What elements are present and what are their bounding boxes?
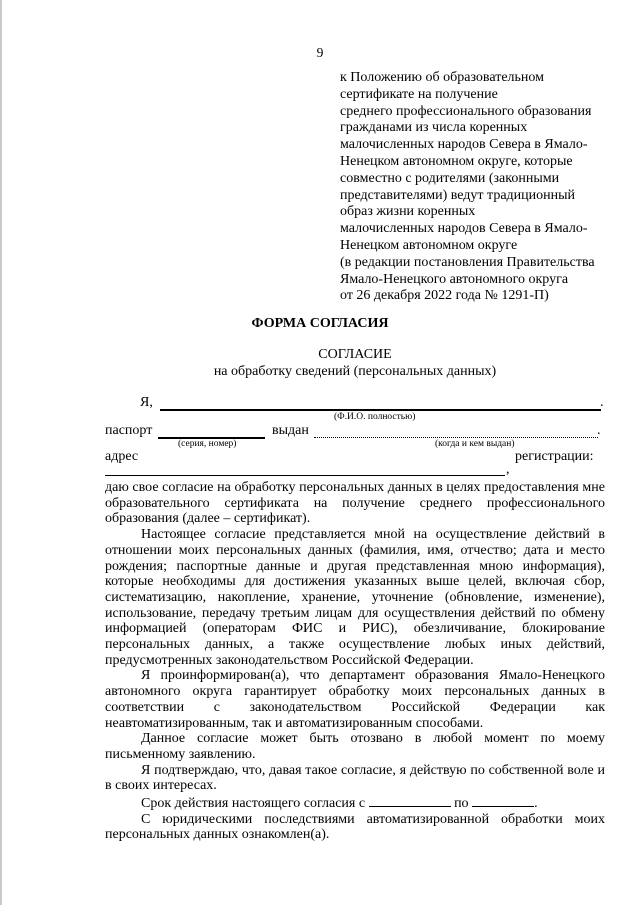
appendix-line: сертификате на получение [340,86,498,102]
paragraph-term: Срок действия настоящего согласия с по . [141,796,538,812]
fio-field[interactable] [160,409,601,411]
appendix-line: к Положению об образовательном [340,70,544,85]
appendix-line: гражданами из числа коренных [340,120,528,136]
i-label: Я, [140,395,153,410]
appendix-line: Ненецком автономном округе [340,237,518,253]
paragraph-actions: Настоящее согласие представляется мной на осуществление действий в отношении моих персональных данных (фамилия, имя, отчество; дата и место рождения; паспортные данные и другая представленная мною информация), которые необходимы для достижения указанных выше целей, включая сбор, систематизацию, накопление, хранение, уточнение (обновление, изменение), использование, передачу третьим лицам для осуществления действий по обмену информацией (операторам ФИС и РИС), обезличивание, блокирование персональных данных, а также осуществление любых иных действий, предусмотренных законодательством Российской Федерации. [105,527,605,668]
appendix-line: малочисленных народов Севера в Ямало- [340,221,588,237]
series-caption: (серия, номер) [178,439,237,449]
appendix-line: (в редакции постановления Правительства [340,254,595,270]
appendix-line: среднего профессионального образования [340,103,592,119]
appendix-line: образ жизни коренных [340,204,476,220]
paragraph-consequences: С юридическими последствиями автоматизированной обработки моих персональных данных ознакомлен(а). [105,811,605,843]
term-start-text: Срок действия настоящего согласия с [141,796,366,812]
address-field[interactable] [105,475,505,476]
paragraph-revoke: Данное согласие может быть отозвано в любой момент по моему письменному заявлению. [105,731,605,762]
paragraph-purpose: даю свое согласие на обработку персональных данных в целях предоставления мне образовательного сертификата на получение среднего профессионального образования (далее – сертификат). [105,480,605,527]
term-to-field[interactable] [472,794,534,807]
issued-caption: (когда и кем выдан) [435,439,515,449]
term-mid-text: по [454,796,469,812]
appendix-reference [340,70,595,305]
term-from-field[interactable] [369,794,451,807]
document-page: 9 к Положению об образовательном сертификате на получение среднего профессионального образования гражданами из числа коренных малочисленных народов Севера в Ямало- Ненецком автономном округе, которые совместно с родителями (законными представителями) ведут традиционный образ жизни коренных малочисленных народов Севера в Ямало- Ненецком автономном округе (в редакции постановления Правительства Ямало-Ненецкого автономного округа от 26 декабря 2022 года № 1291-П) ФОРМА СОГЛАСИЯ СОГЛАСИЕ на обработку сведений (персональных данных) Я, . (Ф.И.О. полностью) паспорт выдан . (серия, номер) (когда и кем выдан) адрес регистрации: , даю свое согласие на обработку персональных данных в целях предоставления мне образовательного сертификата на получение среднего профессионального образования (далее – сертификат). Настоящее согласие представляется мной на осуществление действий в отношении моих персональных данных (фамилия, имя, отчество; дата и место рождения; паспортные данные и другая представленная мною информация), которые необходимы для достижения указанных выше целей, включая сбор, систематизацию, накопление, хранение, уточнение (обновление, изменение), использование, передачу третьим лицам для осуществления действий по обмену информацией (операторам ФИС и РИС), обезличивание, блокирование персональных данных, а также осуществление любых иных действий, предусмотренных законодательством Российской Федерации. Я проинформирован(а), что департамент образования Ямало-Ненецкого автономного округа гарантирует обработку моих персональных данных в соответствии с законодательством Российской Федерации как неавтоматизированным, так и автоматизированным способами. Данное согласие может быть отозвано в любой момент по моему письменному заявлению. Я подтверждаю, что, давая такое согласие, я действую по собственной воле и в своих интересах. Срок действия настоящего согласия с по . С юридическими последствиями автоматизированной обработки моих персональных данных ознакомлен(а). [0,0,640,905]
page-number: 9 [316,45,324,60]
consent-title: СОГЛАСИЕ [318,347,392,362]
appendix-line: представителями) ведут традиционный [340,187,576,203]
issued-field[interactable] [314,437,598,438]
fio-caption: (Ф.И.О. полностью) [334,412,416,422]
scan-edge [0,0,2,905]
form-title: ФОРМА СОГЛАСИЯ [251,316,389,331]
appendix-line: малочисленных народов Севера в Ямало- [340,137,588,153]
paragraph-informed: Я проинформирован(а), что департамент образования Ямало-Ненецкого автономного округа гарантирует обработку моих персональных данных в соответствии с законодательством Российской Федерации как неавтоматизированным, так и автоматизированным способами. [105,668,605,731]
consent-subtitle: на обработку сведений (персональных данных) [213,364,497,379]
registration-label: регистрации: [515,449,594,464]
issued-label: выдан [272,423,309,438]
appendix-line: Ненецком автономном округе, которые [340,153,573,169]
appendix-line: Ямало-Ненецкого автономного округа [340,271,569,287]
passport-label: паспорт [105,423,153,438]
appendix-line: совместно с родителями (законными [340,170,560,186]
appendix-line: от 26 декабря 2022 года № 1291-П) [340,288,549,304]
address-label: адрес [105,449,139,464]
paragraph-confirm: Я подтверждаю, что, давая такое согласие, я действую по собственной воле и в своих интересах. [105,762,605,794]
consent-body [105,480,605,843]
